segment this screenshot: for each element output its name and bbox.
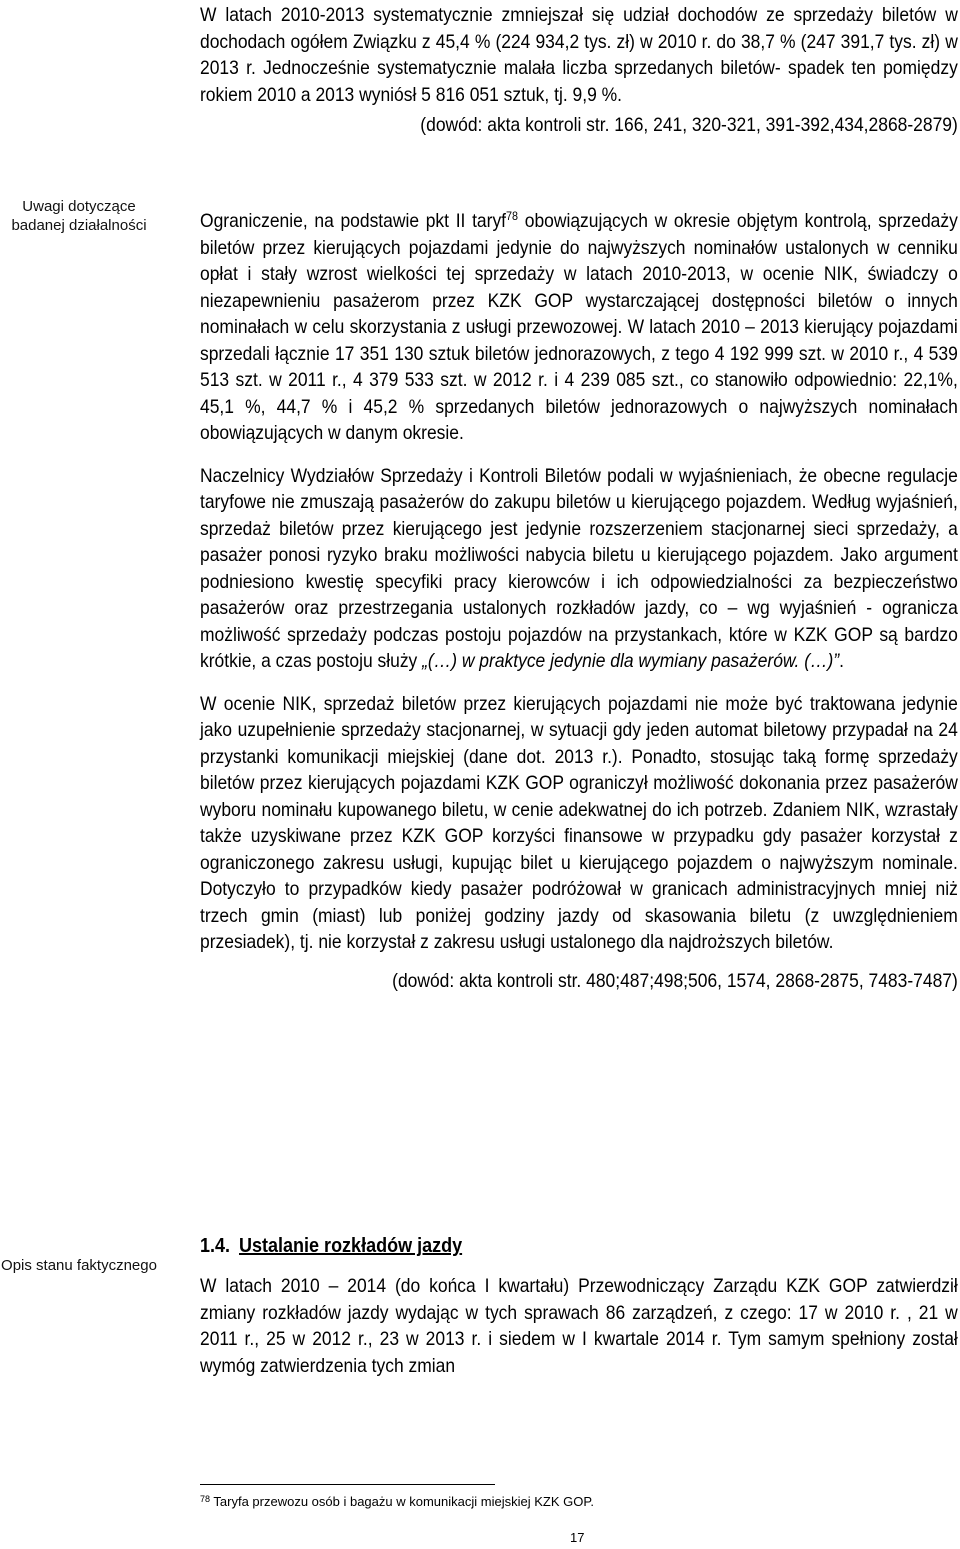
section-heading <box>200 1235 462 1258</box>
remarks-section <box>200 208 958 994</box>
top-section <box>200 2 958 139</box>
top-evidence: (dowód: akta kontroli str. 166, 241, 320-321, 391-392,434,2868-2879) <box>420 114 958 136</box>
remarks-paragraph-2 <box>200 463 958 675</box>
facts-section <box>200 1273 958 1379</box>
section-number: 1.4. <box>200 1235 231 1257</box>
remarks-p2-text: Naczelnicy Wydziałów Sprzedaży i Kontroli Biletów podali w wyjaśnieniach, że obecne regulacje taryfowe nie zmuszają pasażerów do zakupu biletów u kierującego pojazdem. Według wyjaśnień, sprzedaż biletów przez kierującego jest jedynie rozszerzeniem stacjonarnej sieci sprzedaży, a pasażer ponosi ryzyko braku możliwości nabycia biletu u kierującego pojazdem. Jako argument podniesiono kwestię specyfiki pracy kierowców i ich odpowiedzialności za bezpieczeństwo pasażerów oraz przestrzegania ustalonych rozkładów jazdy, co – wg wyjaśnień - ogranicza możliwość sprzedaży podczas postoju pojazdów na przystankach, które w KZK GOP są bardzo krótkie, a czas postoju służy <box>200 464 958 672</box>
remarks-margin-label: Uwagi dotyczące badanej działalności <box>11 198 147 234</box>
page-number: 17 <box>570 1530 585 1545</box>
top-paragraph: W latach 2010-2013 systematycznie zmniejszał się udział dochodów ze sprzedaży biletów w dochodach ogółem Związku z 45,4 % (224 934,2 tys. zł) w 2010 r. do 38,7 % (247 391,7 tys. zł) w 2013 r. Jednocześnie systematycznie malała liczba sprzedanych biletów- spadek ten pomiędzy rokiem 2010 a 2013 wyniósł 5 816 051 sztuk, tj. 9,9 %. <box>200 4 958 106</box>
remarks-p1-start: Ograniczenie, na podstawie pkt II taryf <box>200 210 507 232</box>
remarks-paragraph-1 <box>200 208 958 447</box>
facts-margin-label: Opis stanu faktycznego <box>1 1257 157 1274</box>
remarks-evidence: (dowód: akta kontroli str. 480;487;498;506, 1574, 2868-2875, 7483-7487) <box>392 969 958 992</box>
remarks-p1-rest: obowiązujących w okresie objętym kontrolą, sprzedaży biletów przez kierujących pojazdami jedynie do najwyższych nominałów ustalonych w cenniku opłat i stały wzrost wielkości tej sprzedaży w latach 2010-2013, w ocenie NIK, świadczy o niezapewnieniu pasażerom przez KZK GOP wystarczającej dostępności biletów o innych nominałach w celu skorzystania z usługi przewozowej. W latach 2010 – 2013 kierujący pojazdami sprzedali łącznie 17 351 130 sztuk biletów jednorazowych, z tego 4 192 999 szt. w 2010 r., 4 539 513 szt. w 2011 r., 4 379 533 szt. w 2012 r. i 4 239 085 szt., co stanowiło odpowiednio: 22,1%, 45,1 %, 44,7 % i 45,2 % sprzedanych biletów jednorazowych o najwyższych nominałach obowiązujących w danym okresie. <box>200 210 958 444</box>
remarks-p2-quote: „(…) w praktyce jedynie dla wymiany pasażerów. (…)” <box>422 650 840 672</box>
footnote <box>200 1494 594 1510</box>
footnote-separator <box>200 1484 495 1485</box>
footnote-text: Taryfa przewozu osób i bagażu w komunikacji miejskiej KZK GOP. <box>213 1494 594 1509</box>
facts-paragraph: W latach 2010 – 2014 (do końca I kwartału) Przewodniczący Zarządu KZK GOP zatwierdził zmiany rozkładów jazdy wydając w tych sprawach 86 zarządzeń, z czego: 17 w 2010 r. , 21 w 2011 r., 25 w 2012 r., 23 w 2013 r. i siedem w I kwartale 2014 r. Tym samym spełniony został wymóg zatwierdzenia tych zmian <box>200 1275 958 1377</box>
remarks-p2-end: . <box>839 650 844 672</box>
remarks-paragraph-3: W ocenie NIK, sprzedaż biletów przez kierujących pojazdami nie może być traktowana jedynie jako uzupełnienie sprzedaży stacjonarnej, w sytuacji gdy jeden automat biletowy przypadał na 24 przystanki komunikacji miejskiej (dane dot. 2013 r.). Ponadto, stosując taką formę sprzedaży biletów przez kierujących pojazdami KZK GOP ograniczył możliwość dokonania przez pasażerów wyboru nominału kupowanego biletu, w cenie adekwatnej do ich potrzeb. Zdaniem NIK, wzrastały także uzyskiwane przez KZK GOP korzyści finansowe w przypadku gdy pasażer korzystał z ograniczonego zakresu usługi, kupując bilet u kierującego pojazdem o najwyższym nominale. Dotyczyło to przypadków kiedy pasażer podróżował w granicach administracyjnych mniej niż trzech gmin (miast) lub poniżej godziny jazdy od skasowania biletu (z uwzględnieniem przesiadek), tj. nie korzystał z zakresu usługi ustalonego dla najdroższych biletów. <box>200 692 958 953</box>
footnote-ref-78: 78 <box>506 209 519 223</box>
footnote-marker: 78 <box>200 1494 211 1504</box>
section-title: Ustalanie rozkładów jazdy <box>239 1235 463 1257</box>
